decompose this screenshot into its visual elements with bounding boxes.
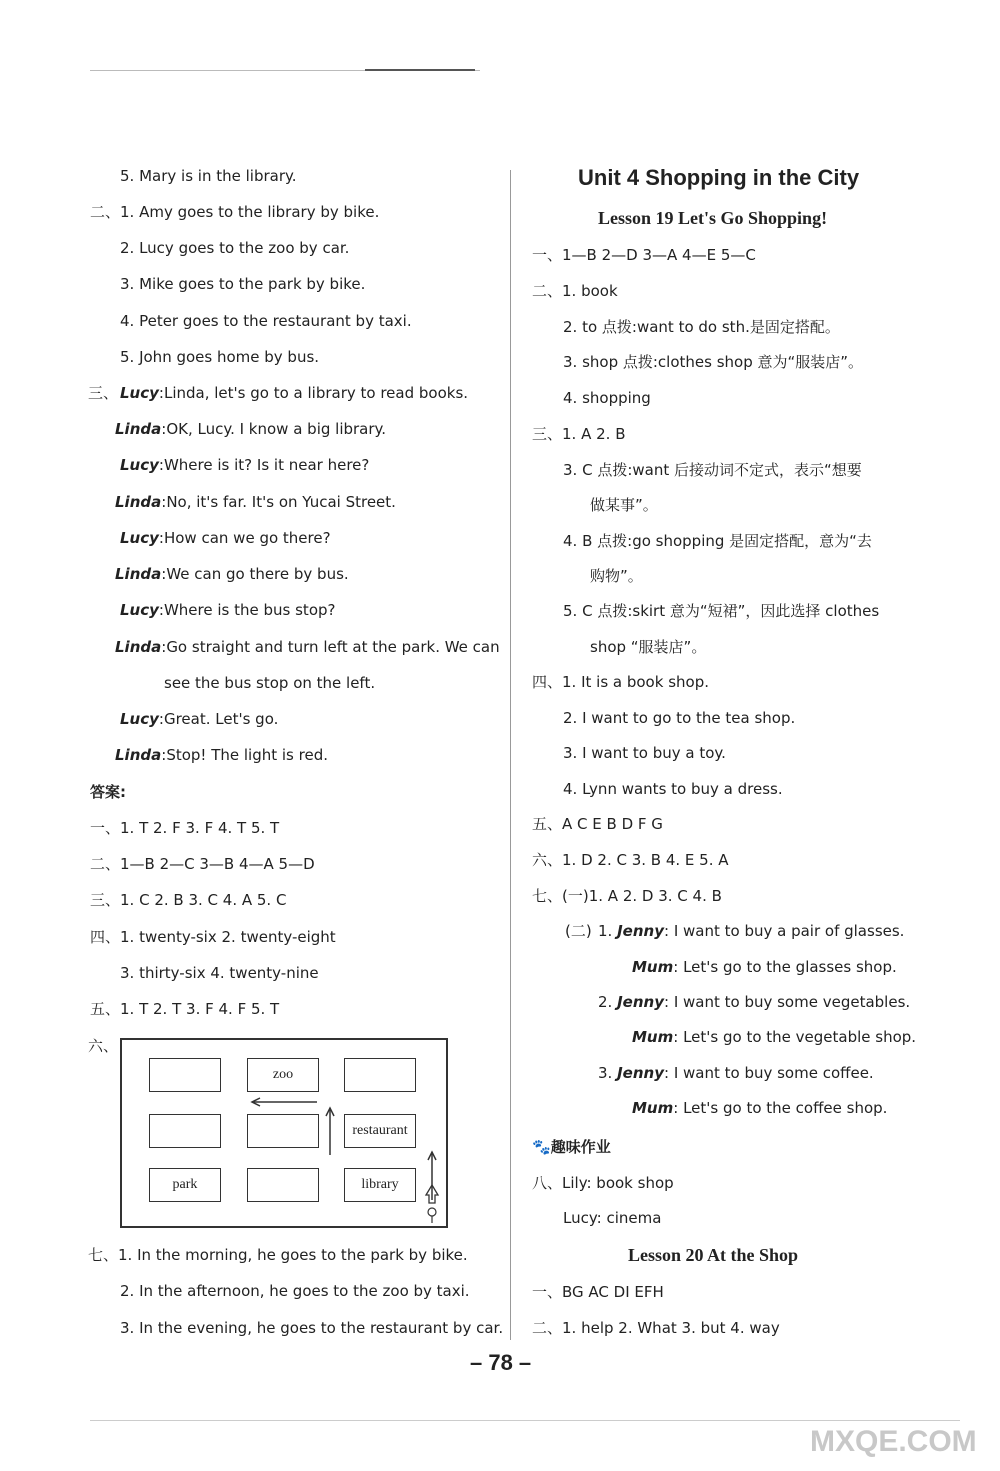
right-line: 七、(一)1. A 2. D 3. C 4. B: [532, 887, 722, 905]
left-line: 3. Mike goes to the park by bike.: [120, 275, 366, 293]
q7b-line: Mum: Let's go to the vegetable shop.: [632, 1028, 917, 1046]
speaker: Linda: [115, 565, 162, 583]
speaker: Lucy: [120, 456, 159, 474]
q7b-text: I want to buy a pair of glasses.: [673, 922, 905, 940]
answer-line: 二、1—B 2—C 3—B 4—A 5—D: [90, 855, 315, 873]
map-box-restaurant: restaurant: [344, 1114, 416, 1148]
speaker: Jenny: [617, 1064, 664, 1082]
answer-line: 三、1. C 2. B 3. C 4. A 5. C: [90, 891, 287, 909]
fun-line: Lucy: cinema: [563, 1209, 662, 1227]
right-line: 2. to 点拨:want to do sth.是固定搭配。: [563, 318, 840, 336]
speaker: Linda: [115, 420, 162, 438]
dialog-line: Lucy:Where is it? Is it near here?: [120, 456, 370, 474]
left-line: 4. Peter goes to the restaurant by taxi.: [120, 312, 412, 330]
q7b-num: 3.: [598, 1064, 613, 1082]
map-box-park: park: [149, 1168, 221, 1202]
lesson-20-title: Lesson 20 At the Shop: [628, 1245, 799, 1265]
town-map: [120, 1038, 448, 1228]
answer-line: 四、1. twenty-six 2. twenty-eight: [90, 928, 336, 946]
right-line: 一、BG AC DI EFH: [532, 1283, 664, 1301]
dialog-text: Great. Let's go.: [163, 710, 279, 728]
q7-line: 2. In the afternoon, he goes to the zoo by taxi.: [120, 1282, 470, 1300]
q7b-line: 2. Jenny: I want to buy some vegetables.: [598, 993, 911, 1011]
map-box-library: library: [344, 1168, 416, 1202]
speaker: Linda: [115, 746, 162, 764]
right-line: 购物”。: [590, 567, 643, 585]
map-label: 六、: [88, 1037, 119, 1055]
dialog-text: We can go there by bus.: [166, 565, 349, 583]
dialog-line: Linda:We can go there by bus.: [115, 565, 349, 583]
left-line: 5. Mary is in the library.: [120, 167, 297, 185]
unit-title: Unit 4 Shopping in the City: [578, 165, 860, 190]
answer-line: 五、1. T 2. T 3. F 4. F 5. T: [90, 1000, 280, 1018]
right-line: 二、1. help 2. What 3. but 4. way: [532, 1319, 780, 1337]
right-line: 3. C 点拨:want 后接动词不定式，表示“想要: [563, 461, 862, 479]
q7b-text: I want to buy some vegetables.: [673, 993, 911, 1011]
dialog-line: Linda:Stop! The light is red.: [115, 746, 328, 764]
dialog-line: Linda:Go straight and turn left at the park. We can: [115, 638, 500, 656]
right-line: 二、1. book: [532, 282, 618, 300]
speaker: Lucy: [120, 710, 159, 728]
left-line: 2. Lucy goes to the zoo by car.: [120, 239, 350, 257]
speaker: Mum: [632, 958, 674, 976]
speaker: Lucy: [120, 384, 159, 402]
dialog-line: Linda:OK, Lucy. I know a big library.: [115, 420, 387, 438]
right-line: 3. shop 点拨:clothes shop 意为“服装店”。: [563, 353, 864, 371]
speaker: Linda: [115, 493, 162, 511]
dialog-line: Linda:No, it's far. It's on Yucai Street.: [115, 493, 396, 511]
column-divider: [510, 170, 511, 1340]
dialog-text: Where is the bus stop?: [163, 601, 336, 619]
answer-line: 一、1. T 2. F 3. F 4. T 5. T: [90, 819, 280, 837]
dialog-text: OK, Lucy. I know a big library.: [166, 420, 387, 438]
dialog-text: How can we go there?: [163, 529, 331, 547]
q7b-line: 3. Jenny: I want to buy some coffee.: [598, 1064, 874, 1082]
route-arrows: [122, 1040, 446, 1226]
q7-line: 七、1. In the morning, he goes to the park by bike.: [88, 1246, 468, 1264]
q7-line: 3. In the evening, he goes to the restaurant by car.: [120, 1319, 504, 1337]
q7b-label: (二): [565, 922, 592, 940]
q7b-line: Mum: Let's go to the glasses shop.: [632, 958, 897, 976]
fun-title-text: 趣味作业: [550, 1138, 611, 1156]
right-line: 3. I want to buy a toy.: [563, 744, 726, 762]
speaker: Jenny: [617, 993, 664, 1011]
right-line: 做某事”。: [590, 496, 658, 514]
left-line: 5. John goes home by bus.: [120, 348, 320, 366]
right-line: 4. shopping: [563, 389, 651, 407]
dialog-line: Lucy:How can we go there?: [120, 529, 331, 547]
dialog-text: see the bus stop on the left.: [164, 674, 376, 692]
q7b-text: Let's go to the vegetable shop.: [683, 1028, 917, 1046]
q7b-num: 1.: [598, 922, 613, 940]
speaker: Linda: [115, 638, 162, 656]
right-line: 一、1—B 2—D 3—A 4—E 5—C: [532, 246, 756, 264]
dialog-text: Where is it? Is it near here?: [163, 456, 370, 474]
right-line: 5. C 点拨:skirt 意为“短裙”，因此选择 clothes: [563, 602, 880, 620]
dialog-text: Stop! The light is red.: [166, 746, 328, 764]
speaker: Lucy: [120, 601, 159, 619]
right-line: 六、1. D 2. C 3. B 4. E 5. A: [532, 851, 729, 869]
q7b-num: 2.: [598, 993, 613, 1011]
bottom-rule: [90, 1420, 960, 1421]
right-line: 五、A C E B D F G: [532, 815, 663, 833]
dialog-text: Go straight and turn left at the park. We can: [166, 638, 500, 656]
q7b-line: Mum: Let's go to the coffee shop.: [632, 1099, 888, 1117]
right-line: 四、1. It is a book shop.: [532, 673, 709, 691]
fun-homework-title: [532, 1137, 611, 1157]
speaker: Mum: [632, 1028, 674, 1046]
q7b-text: Let's go to the coffee shop.: [683, 1099, 888, 1117]
left-line: 二、1. Amy goes to the library by bike.: [90, 203, 380, 221]
speaker: Jenny: [617, 922, 664, 940]
dialog-line: Lucy:Great. Let's go.: [120, 710, 279, 728]
speaker: Mum: [632, 1099, 674, 1117]
dialog-text: No, it's far. It's on Yucai Street.: [166, 493, 396, 511]
q7b-text: I want to buy some coffee.: [673, 1064, 874, 1082]
page-number: – 78 –: [470, 1350, 532, 1375]
dialog-line: [164, 673, 375, 693]
q7b-line: 1. Jenny: I want to buy a pair of glasses.: [598, 922, 905, 940]
watermark: MXQE.COM: [810, 1425, 977, 1458]
dialog-text: Linda, let's go to a library to read books.: [163, 384, 469, 402]
right-line: shop “服装店”。: [590, 638, 707, 656]
right-line: 三、1. A 2. B: [532, 425, 626, 443]
right-line: 4. Lynn wants to buy a dress.: [563, 780, 783, 798]
dialog-line: Lucy:Linda, let's go to a library to read books.: [120, 384, 469, 402]
top-rule-dark: [365, 69, 475, 71]
dialog-label: 三、: [88, 384, 119, 402]
fun-line: 八、Lily: book shop: [532, 1174, 674, 1192]
lesson-19-title: Lesson 19 Let's Go Shopping!: [598, 208, 828, 228]
dialog-line: Lucy:Where is the bus stop?: [120, 601, 336, 619]
right-line: 4. B 点拨:go shopping 是固定搭配，意为“去: [563, 532, 872, 550]
answer-line: 3. thirty-six 4. twenty-nine: [120, 964, 319, 982]
speaker: Lucy: [120, 529, 159, 547]
answers-label: 答案:: [90, 783, 126, 801]
q7b-text: Let's go to the glasses shop.: [683, 958, 897, 976]
map-box-zoo: zoo: [247, 1058, 319, 1092]
paw-icon: 🐾: [532, 1138, 551, 1156]
right-line: 2. I want to go to the tea shop.: [563, 709, 796, 727]
